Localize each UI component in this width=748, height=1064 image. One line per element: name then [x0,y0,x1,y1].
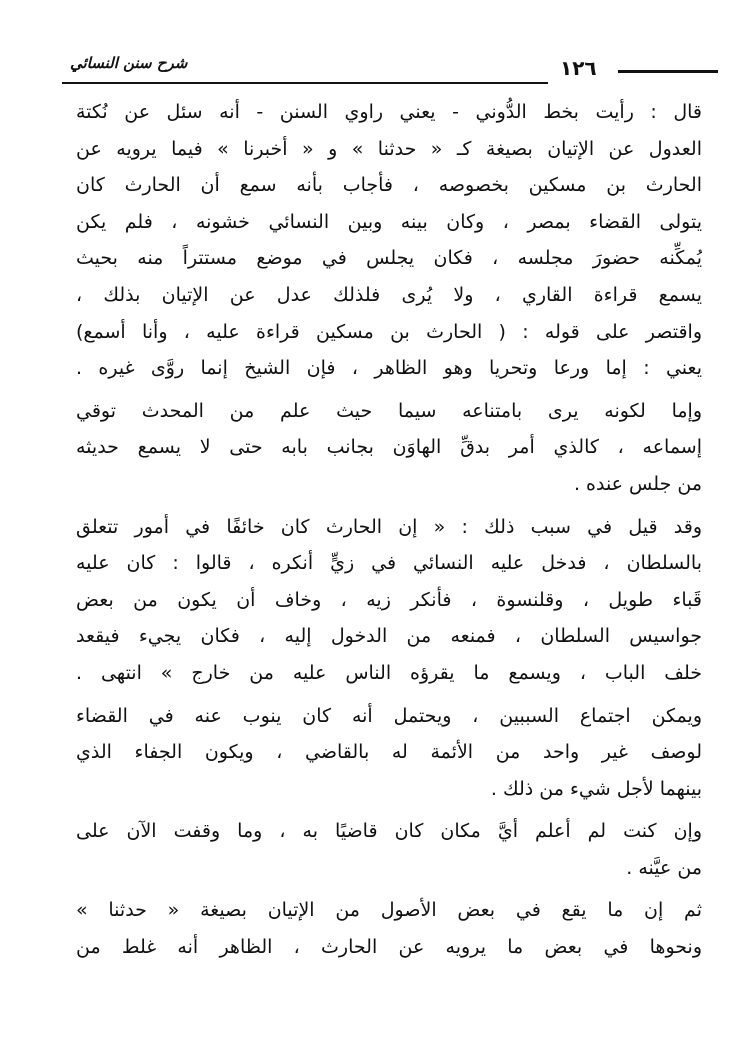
text-line: ثم إن ما يقع في بعض الأصول من الإتيان بصيغة « حدثنا » [76,899,702,922]
running-header [62,50,718,90]
text-line: جواسيس السلطان ، فمنعه من الدخول إليه ، فكان يجيء فيقعد [76,625,702,648]
text-line: ويمكن اجتماع السببين ، ويحتمل أنه كان ينوب عنه في القضاء [76,704,702,727]
text-line: يسمع قراءة القاري ، ولا يُرى فلذلك عدل عن الإتيان بذلك ، [76,283,702,306]
body-text [76,94,702,972]
paragraph [76,94,702,387]
paragraph [76,813,702,886]
paragraph [76,892,702,965]
text-line: لوصف غير واحد من الأئمة له بالقاضي ، ويكون الجفاء الذي [76,741,702,764]
paragraph [76,509,702,692]
text-line: بالسلطان ، فدخل عليه النسائي في زيٍّ أنكره ، قالوا : كان عليه [76,552,702,575]
text-line: الحارث بن مسكين بخصوصه ، فأجاب بأنه سمع أن الحارث كان [76,174,702,197]
text-line: يُمكِّنه حضورَ مجلسه ، فكان يجلس في موضع مستتراً منه بحيث [76,247,702,270]
text-line: إسماعه ، كالذي أمر بدقِّ الهاوَن بجانب بابه حتى لا يسمع حديثه [76,436,702,459]
paragraph [76,393,702,503]
text-line: قَباء طويل ، وقلنسوة ، فأنكر زيه ، وخاف أن يكون من بعض [76,588,702,611]
text-line: واقتصر على قوله : ( الحارث بن مسكين قراءة عليه ، وأنا أسمع) [76,320,702,343]
book-title: شرح سنن النسائي [70,54,188,72]
header-rule-left [62,82,548,84]
text-line: وإما لكونه يرى بامتناعه سيما حيث علم من المحدث توقي [76,399,702,422]
text-line: ونحوها في بعض ما يرويه عن الحارث ، الظاهر أنه غلط من [76,936,702,959]
paragraph [76,698,702,808]
text-line: من جلس عنده . [573,472,702,495]
text-line: وقد قيل في سبب ذلك : « إن الحارث كان خائفًا في أمور تتعلق [76,515,702,538]
text-line: العدول عن الإتيان بصيغة كـ « حدثنا » و « أخبرنا » فيما يرويه عن [76,137,702,160]
text-line: خلف الباب ، ويسمع ما يقرؤه الناس عليه من خارج » انتهى . [76,661,702,684]
page-number: ١٢٦ [560,56,597,80]
text-line: يتولى القضاء بمصر ، وكان بينه وبين النسائي خشونه ، فلم يكن [76,210,702,233]
text-line: بينهما لأجل شيء من ذلك . [490,777,702,800]
text-line: يعني : إما ورعا وتحريا وهو الظاهر ، فإن الشيخ إنما روَّى غيره . [76,357,702,380]
header-rule-right [618,70,718,73]
text-line: من عيَّنه . [626,856,702,879]
text-line: وإن كنت لم أعلم أيَّ مكان كان قاضيًا به ، وما وقفت الآن على [76,820,702,843]
text-line: قال : رأيت بخط الدُّوني - يعني راوي السنن - أنه سئل عن نُكتة [76,101,702,123]
